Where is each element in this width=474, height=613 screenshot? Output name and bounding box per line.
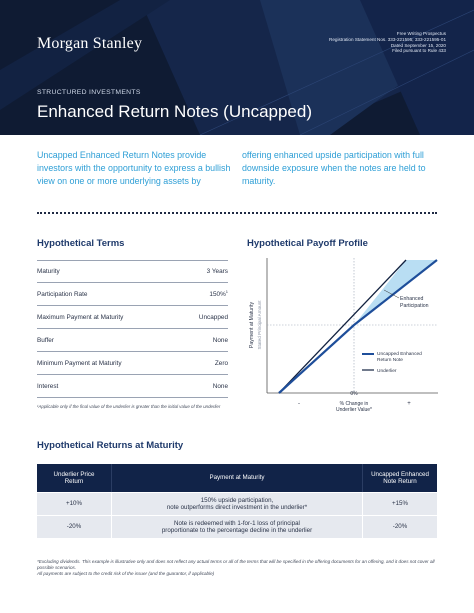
term-row bbox=[37, 375, 228, 398]
term-value: Uncapped bbox=[198, 313, 228, 321]
y-axis-sublabel: Stated Principal Amount bbox=[257, 300, 262, 350]
footnote-marker: 1 bbox=[225, 289, 228, 295]
morgan-stanley-logo: Morgan Stanley bbox=[37, 35, 143, 52]
header-banner bbox=[0, 0, 474, 135]
intro-text-left: Uncapped Enhanced Return Notes provide investors with the opportunity to express a bullish view on one or more underlying assets by bbox=[37, 150, 231, 186]
legend-label: Underlier bbox=[377, 369, 397, 374]
header-payment bbox=[111, 464, 363, 492]
x-axis-label: Underlier Value* bbox=[335, 407, 373, 413]
dotted-divider bbox=[37, 212, 437, 214]
cell-underlier: -20% bbox=[66, 523, 82, 531]
cell-note-return: +15% bbox=[392, 500, 408, 508]
term-row bbox=[37, 352, 228, 375]
term-row bbox=[37, 283, 228, 306]
returns-heading: Hypothetical Returns at Maturity bbox=[37, 440, 184, 451]
header-text: Return bbox=[64, 478, 84, 485]
legal-notice bbox=[256, 31, 446, 54]
table-row bbox=[37, 515, 437, 538]
payment-text: proportionate to the percentage decline in the underlier bbox=[161, 527, 313, 534]
legal-line: Registration Statement Nos. 333-221595; 333-221595-01 bbox=[329, 36, 446, 42]
term-label: Maximum Payment at Maturity bbox=[37, 313, 124, 321]
note-payoff-line bbox=[279, 260, 437, 393]
header-underlier-return bbox=[37, 464, 111, 492]
cell-payment bbox=[111, 516, 363, 538]
term-value: 3 Years bbox=[206, 268, 228, 275]
legend-label: Return Note bbox=[377, 358, 403, 363]
x-zero-label: 0% bbox=[350, 391, 358, 397]
cell-underlier: +10% bbox=[66, 500, 82, 508]
legend-label: Uncapped Enhanced bbox=[377, 352, 422, 357]
term-value-text: 150% bbox=[209, 291, 226, 299]
term-row bbox=[37, 306, 228, 329]
payoff-chart bbox=[244, 250, 444, 420]
disclaimer-text: All payments are subject to the credit risk of the issuer (and the guarantor, if applicable) bbox=[37, 571, 215, 576]
term-label: Maturity bbox=[37, 268, 60, 275]
term-value: Zero bbox=[214, 359, 228, 367]
page-title: Enhanced Return Notes (Uncapped) bbox=[37, 102, 312, 121]
terms-footnote: ¹Applicable only if the final value of the underlier is greater than the initial value of the underlier bbox=[37, 404, 221, 409]
section-kicker: STRUCTURED INVESTMENTS bbox=[37, 89, 141, 96]
term-label: Interest bbox=[37, 382, 59, 390]
legal-line: Free Writing Prospectus bbox=[396, 31, 446, 36]
legal-line: Filed pursuant to Rule 433 bbox=[392, 48, 446, 54]
terms-heading: Hypothetical Terms bbox=[37, 238, 125, 249]
term-value: None bbox=[212, 382, 228, 390]
x-minus-label: - bbox=[298, 401, 300, 407]
term-value bbox=[209, 289, 228, 298]
header-text: Underlier Price bbox=[53, 470, 95, 478]
cell-payment bbox=[111, 493, 363, 515]
header-note-return bbox=[363, 464, 437, 492]
header-text: Payment at Maturity bbox=[209, 474, 265, 482]
term-row bbox=[37, 329, 228, 352]
terms-table bbox=[37, 260, 228, 398]
header-text: Note Return bbox=[383, 478, 417, 485]
x-plus-label: + bbox=[407, 401, 411, 407]
callout-label: Enhanced bbox=[400, 296, 424, 302]
cell-note-return: -20% bbox=[392, 523, 408, 531]
payment-text: 150% upside participation, bbox=[200, 496, 274, 504]
term-label: Minimum Payment at Maturity bbox=[37, 359, 122, 367]
returns-table bbox=[37, 464, 437, 538]
x-axis-label: % Change in bbox=[339, 401, 369, 407]
payment-text: note outperforms direct investment in the underlier* bbox=[166, 504, 308, 511]
term-row bbox=[37, 260, 228, 283]
disclaimer-text: *Excluding dividends. This example is illustrative only and does not reflect any actual terms or all of the terms that will be specified in the offering documents for an offering, and it does not cover all possible scenarios. bbox=[37, 559, 435, 570]
payoff-heading: Hypothetical Payoff Profile bbox=[247, 238, 368, 249]
term-value: None bbox=[212, 336, 228, 344]
term-label: Participation Rate bbox=[37, 290, 88, 298]
disclaimer-footer bbox=[37, 559, 442, 577]
legal-line: Dated September 15, 2020 bbox=[390, 42, 446, 48]
table-row bbox=[37, 492, 437, 515]
intro-text-right: offering enhanced upside participation with full downside exposure when the notes are held to maturity. bbox=[242, 150, 426, 186]
table-header bbox=[37, 464, 437, 492]
payment-text: Note is redeemed with 1-for-1 loss of principal bbox=[174, 519, 300, 527]
term-label: Buffer bbox=[37, 336, 54, 344]
callout-label: Participation bbox=[400, 303, 429, 309]
header-text: Uncapped Enhanced bbox=[371, 470, 429, 478]
y-axis-label: Payment at Maturity bbox=[249, 301, 255, 349]
